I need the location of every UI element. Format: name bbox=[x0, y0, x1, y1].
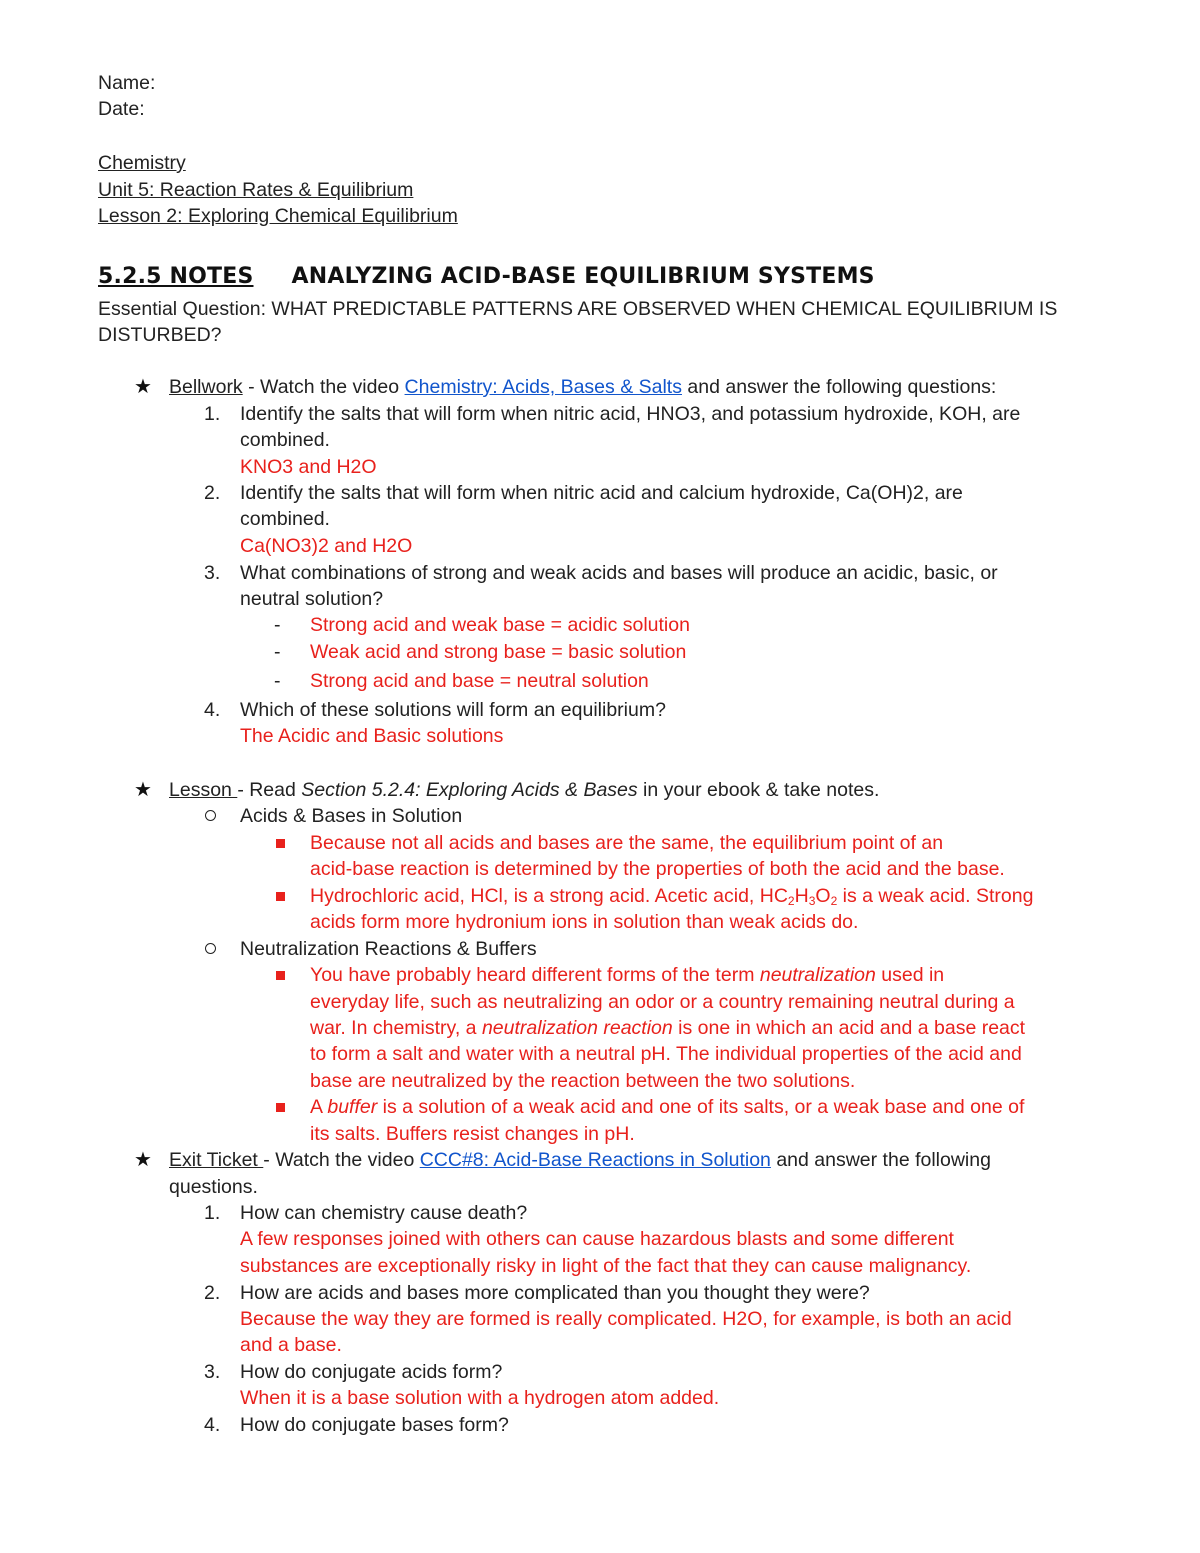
dash-bullet-icon: - bbox=[274, 641, 281, 663]
topic1-bullet1-line-1: Because not all acids and bases are the same, the equilibrium point of an bbox=[310, 832, 944, 854]
exit-q3-answer: When it is a base solution with a hydrogen atom added. bbox=[240, 1387, 720, 1409]
formula-h: H bbox=[794, 885, 809, 907]
star-bullet-icon: ★ bbox=[134, 1149, 152, 1171]
bellwork-q4-answer: The Acidic and Basic solutions bbox=[240, 725, 504, 747]
neutral-l1c: used in bbox=[875, 964, 945, 986]
unit-title: Unit 5: Reaction Rates & Equilibrium bbox=[98, 179, 414, 201]
dash-bullet-icon: - bbox=[274, 614, 281, 636]
red-square-bullet-icon bbox=[276, 1103, 285, 1112]
star-bullet-icon: ★ bbox=[134, 779, 152, 801]
bellwork-q4-number: 4. bbox=[204, 699, 221, 721]
lesson-topic-1: Acids & Bases in Solution bbox=[240, 805, 463, 827]
topic2-bullet1-line-5: base are neutralized by the reaction between the two solutions. bbox=[310, 1070, 856, 1092]
topic1-bullet2-line-1 bbox=[310, 883, 1033, 909]
essential-question-line-2: DISTURBED? bbox=[98, 324, 222, 346]
title-text: ANALYZING ACID-BASE EQUILIBRIUM SYSTEMS bbox=[291, 264, 875, 289]
hollow-circle-bullet-icon bbox=[205, 943, 216, 954]
bellwork-q1-line-2: combined. bbox=[240, 429, 330, 451]
red-square-bullet-icon bbox=[276, 971, 285, 980]
buffer-l1b: buffer bbox=[327, 1096, 378, 1118]
exit-q2-number: 2. bbox=[204, 1282, 221, 1304]
exit-q3-question: How do conjugate acids form? bbox=[240, 1361, 503, 1383]
lesson-pre: - Read bbox=[237, 779, 302, 801]
bellwork-q4-line-1: Which of these solutions will form an equilibrium? bbox=[240, 699, 666, 721]
bellwork-q3-line-2: neutral solution? bbox=[240, 588, 384, 610]
bellwork-q2-line-2: combined. bbox=[240, 508, 330, 530]
bellwork-q1-number: 1. bbox=[204, 403, 221, 425]
date-label: Date: bbox=[98, 98, 145, 120]
buffer-l1c: is a solution of a weak acid and one of its salts, or a weak base and one of bbox=[377, 1096, 1025, 1118]
bellwork-q3-answer-1: Strong acid and weak base = acidic solution bbox=[310, 614, 690, 636]
bellwork-q3-answer-3: Strong acid and base = neutral solution bbox=[310, 670, 649, 692]
bellwork-q1-answer: KNO3 and H2O bbox=[240, 456, 377, 478]
topic2-bullet1-line-3 bbox=[310, 1015, 1025, 1041]
topic2-bullet1-line-2: everyday life, such as neutralizing an odor or a country remaining neutral during a bbox=[310, 991, 1015, 1013]
topic2-bullet2-line-1 bbox=[310, 1094, 1024, 1120]
bellwork-q1-line-1: Identify the salts that will form when nitric acid, HNO3, and potassium hydroxide, KOH, are bbox=[240, 403, 1021, 425]
exit-ticket-video-link[interactable]: CCC#8: Acid-Base Reactions in Solution bbox=[419, 1149, 771, 1171]
topic2-bullet1-line-1 bbox=[310, 962, 944, 988]
exit-ticket-intro bbox=[169, 1147, 991, 1173]
course-name: Chemistry bbox=[98, 152, 186, 174]
bellwork-q2-line-1: Identify the salts that will form when nitric acid and calcium hydroxide, Ca(OH)2, are bbox=[240, 482, 963, 504]
sub-2: 2 bbox=[787, 894, 795, 908]
hollow-circle-bullet-icon bbox=[205, 810, 216, 821]
exit-q4-question: How do conjugate bases form? bbox=[240, 1414, 509, 1436]
lesson-label: Lesson bbox=[169, 779, 238, 801]
exit-q1-answer-line-1: A few responses joined with others can cause hazardous blasts and some different bbox=[240, 1228, 954, 1250]
bellwork-video-link[interactable]: Chemistry: Acids, Bases & Salts bbox=[404, 376, 682, 398]
bellwork-q3-answer-2: Weak acid and strong base = basic solution bbox=[310, 641, 687, 663]
exit-ticket-label: Exit Ticket bbox=[169, 1149, 264, 1171]
bellwork-pre: - Watch the video bbox=[242, 376, 405, 398]
exit-q1-question: How can chemistry cause death? bbox=[240, 1202, 528, 1224]
star-bullet-icon: ★ bbox=[134, 376, 152, 398]
lesson-section-ref: Section 5.2.4: Exploring Acids & Bases bbox=[301, 779, 638, 801]
buffer-l1a: A bbox=[310, 1096, 328, 1118]
neutral-l3b: neutralization reaction bbox=[481, 1017, 673, 1039]
exit-q1-answer-line-2: substances are exceptionally risky in light of the fact that they can cause malignancy. bbox=[240, 1255, 972, 1277]
bellwork-q2-number: 2. bbox=[204, 482, 221, 504]
exit-q2-answer-line-2: and a base. bbox=[240, 1334, 342, 1356]
acetic-text-post: is a weak acid. Strong bbox=[837, 885, 1034, 907]
sub-2b: 2 bbox=[830, 894, 838, 908]
exit-q2-answer-line-1: Because the way they are formed is really complicated. H2O, for example, is both an acid bbox=[240, 1308, 1012, 1330]
formula-o: O bbox=[815, 885, 831, 907]
exit-q1-number: 1. bbox=[204, 1202, 221, 1224]
exit-q2-question: How are acids and bases more complicated than you thought they were? bbox=[240, 1282, 870, 1304]
lesson-intro bbox=[169, 777, 879, 803]
bellwork-intro bbox=[169, 374, 996, 400]
lesson-title: Lesson 2: Exploring Chemical Equilibrium bbox=[98, 205, 458, 227]
red-square-bullet-icon bbox=[276, 839, 285, 848]
bellwork-post: and answer the following questions: bbox=[681, 376, 997, 398]
essential-question-line-1: Essential Question: WHAT PREDICTABLE PATTERNS ARE OBSERVED WHEN CHEMICAL EQUILIBRIUM IS bbox=[98, 298, 1058, 320]
dash-bullet-icon: - bbox=[274, 670, 281, 692]
topic2-bullet1-line-4: to form a salt and water with a neutral pH. The individual properties of the acid and bbox=[310, 1043, 1022, 1065]
exit-q3-number: 3. bbox=[204, 1361, 221, 1383]
exit-ticket-post: and answer the following bbox=[770, 1149, 991, 1171]
topic1-bullet2-line-2: acids form more hydronium ions in solution than weak acids do. bbox=[310, 911, 859, 933]
topic2-bullet2-line-2: its salts. Buffers resist changes in pH. bbox=[310, 1123, 635, 1145]
sub-3: 3 bbox=[808, 894, 816, 908]
neutral-l1b: neutralization bbox=[759, 964, 876, 986]
bellwork-q3-line-1: What combinations of strong and weak acids and bases will produce an acidic, basic, or bbox=[240, 562, 998, 584]
exit-q4-number: 4. bbox=[204, 1414, 221, 1436]
neutral-l3a: war. In chemistry, a bbox=[310, 1017, 482, 1039]
acetic-text-pre: Hydrochloric acid, HCl, is a strong acid. Acetic acid, HC bbox=[310, 885, 788, 907]
lesson-topic-2: Neutralization Reactions & Buffers bbox=[240, 938, 537, 960]
exit-ticket-pre: - Watch the video bbox=[263, 1149, 420, 1171]
topic1-bullet1-line-2: acid-base reaction is determined by the properties of both the acid and the base. bbox=[310, 858, 1005, 880]
lesson-post: in your ebook & take notes. bbox=[637, 779, 880, 801]
title-number: 5.2.5 NOTES bbox=[98, 264, 254, 289]
page-title bbox=[98, 264, 875, 290]
bellwork-label: Bellwork bbox=[169, 376, 243, 398]
red-square-bullet-icon bbox=[276, 892, 285, 901]
bellwork-q3-number: 3. bbox=[204, 562, 221, 584]
neutral-l1a: You have probably heard different forms of the term bbox=[310, 964, 760, 986]
bellwork-q2-answer: Ca(NO3)2 and H2O bbox=[240, 535, 413, 557]
name-label: Name: bbox=[98, 72, 156, 94]
neutral-l3c: is one in which an acid and a base react bbox=[672, 1017, 1026, 1039]
exit-ticket-intro-line-2: questions. bbox=[169, 1176, 258, 1198]
